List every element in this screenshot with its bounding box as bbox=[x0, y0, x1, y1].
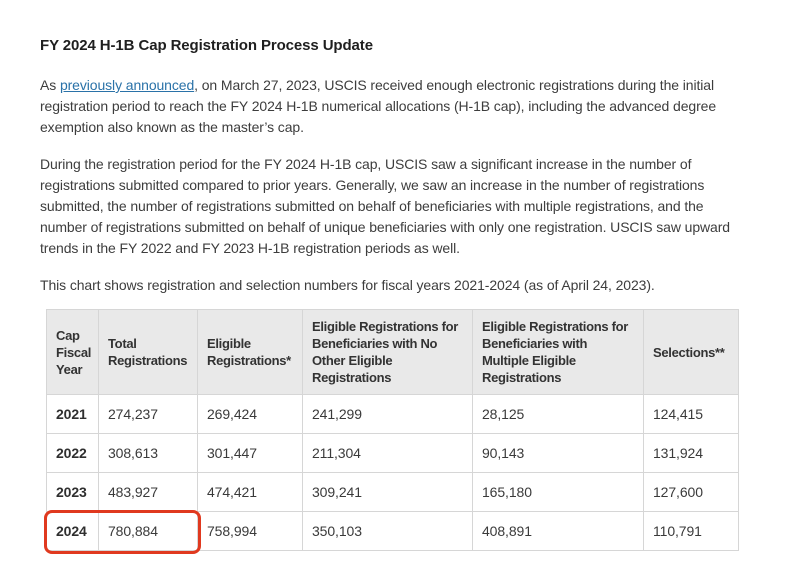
registration-trends-paragraph: During the registration period for the FY 2024 H-1B cap, USCIS saw a significant increase in the number of registrations submitted compared to prior years. Generally, we saw an increase in the number of registrations submitted, the number of registrations submitted on behalf of beneficiaries with multiple registrations, and the number of registrations submitted on behalf of unique beneficiaries with only one registration. USCIS saw upward trends in the FY 2022 and FY 2023 H-1B registration periods as well. bbox=[40, 156, 730, 256]
value-cell: 124,415 bbox=[644, 395, 739, 434]
column-header-1: Total Registrations bbox=[99, 310, 198, 395]
year-cell: 2023 bbox=[47, 473, 99, 512]
value-cell: 241,299 bbox=[303, 395, 473, 434]
value-cell: 127,600 bbox=[644, 473, 739, 512]
column-header-5: Selections** bbox=[644, 310, 739, 395]
value-cell: 165,180 bbox=[473, 473, 644, 512]
table-row-2024 bbox=[47, 512, 739, 551]
value-cell: 309,241 bbox=[303, 473, 473, 512]
value-cell: 301,447 bbox=[198, 434, 303, 473]
previously-announced-link[interactable]: previously announced bbox=[59, 77, 195, 93]
column-header-3: Eligible Registrations for Beneficiaries with No Other Eligible Registrations bbox=[303, 310, 473, 395]
value-cell: 780,884 bbox=[99, 512, 198, 551]
value-cell: 90,143 bbox=[473, 434, 644, 473]
value-cell: 211,304 bbox=[303, 434, 473, 473]
table-row-2023 bbox=[47, 473, 739, 512]
intro-text-suffix: , on March 27, 2023, USCIS received enough electronic registrations during the initial registration period to reach the FY 2024 H-1B numerical allocations (H-1B cap), including the advanced degree exemption also known as the master’s cap. bbox=[40, 77, 717, 135]
column-header-0: Cap Fiscal Year bbox=[47, 310, 99, 395]
value-cell: 269,424 bbox=[198, 395, 303, 434]
value-cell: 308,613 bbox=[99, 434, 198, 473]
table-header bbox=[47, 310, 739, 395]
chart-intro-paragraph: This chart shows registration and selection numbers for fiscal years 2021-2024 (as of April 24, 2023). bbox=[40, 277, 655, 293]
table-row-2021 bbox=[47, 395, 739, 434]
value-cell: 28,125 bbox=[473, 395, 644, 434]
value-cell: 483,927 bbox=[99, 473, 198, 512]
table-header-row bbox=[47, 310, 739, 395]
value-cell: 274,237 bbox=[99, 395, 198, 434]
column-header-2: Eligible Registrations* bbox=[198, 310, 303, 395]
value-cell: 110,791 bbox=[644, 512, 739, 551]
value-cell: 758,994 bbox=[198, 512, 303, 551]
page-title: FY 2024 H-1B Cap Registration Process Update bbox=[40, 37, 373, 54]
table-body bbox=[47, 395, 739, 551]
year-cell: 2021 bbox=[47, 395, 99, 434]
intro-paragraph bbox=[40, 75, 754, 138]
value-cell: 474,421 bbox=[198, 473, 303, 512]
year-cell: 2022 bbox=[47, 434, 99, 473]
intro-text-prefix: As bbox=[40, 77, 60, 93]
registration-table-container bbox=[46, 309, 738, 551]
value-cell: 131,924 bbox=[644, 434, 739, 473]
table-row-2022 bbox=[47, 434, 739, 473]
registration-table bbox=[46, 309, 739, 551]
value-cell: 408,891 bbox=[473, 512, 644, 551]
year-cell: 2024 bbox=[47, 512, 99, 551]
column-header-4: Eligible Registrations for Beneficiaries with Multiple Eligible Registrations bbox=[473, 310, 644, 395]
value-cell: 350,103 bbox=[303, 512, 473, 551]
